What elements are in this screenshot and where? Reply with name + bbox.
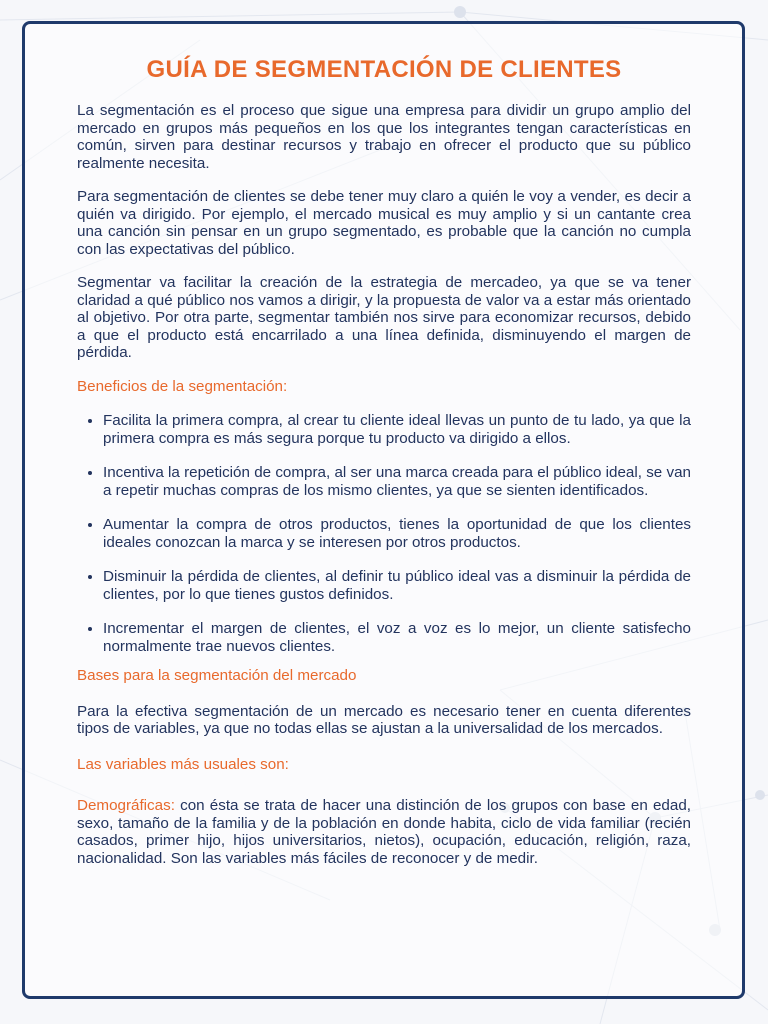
intro-paragraph-1: La segmentación es el proceso que sigue una empresa para dividir un grupo amplio del mercado en grupos más pequeños en los que los integrantes tengan características en común, sirven para destinar recursos y trabajo en ofrecer el producto que su público realmente necesita. — [77, 102, 691, 172]
demographic-paragraph — [77, 797, 691, 867]
benefits-heading: Beneficios de la segmentación: — [77, 377, 288, 395]
document-body — [77, 56, 691, 867]
benefit-item: • Aumentar la compra de otros productos, tienes la oportunidad de que los clientes ideales conozcan la marca y se interesen por otros productos. — [103, 516, 691, 551]
bases-heading: Bases para la segmentación del mercado — [77, 667, 357, 684]
variables-heading: Las variables más usuales son: — [77, 755, 289, 773]
benefit-item: • Incentiva la repetición de compra, al ser una marca creada para el público ideal, se van a repetir muchas compras de los mismo clientes, ya que se sienten identificados. — [103, 464, 691, 499]
document-title: GUÍA DE SEGMENTACIÓN DE CLIENTES — [146, 56, 622, 83]
benefits-list — [77, 412, 691, 655]
intro-paragraph-3: Segmentar va facilitar la creación de la estrategia de mercadeo, ya que se va tener claridad a qué público nos vamos a dirigir, y la propuesta de valor va a estar más orientado al objetivo. Por otra parte, segmentar también nos sirve para economizar recursos, debido a que el producto está encarrilado a una línea definida, disminuyendo el margen de pérdida. — [77, 274, 691, 361]
intro-paragraph-2: Para segmentación de clientes se debe tener muy claro a quién le voy a vender, es decir a quién va dirigido. Por ejemplo, el mercado musical es muy amplio y si un cantante crea una canción sin pensar en un grupo segmentado, es probable que la canción no cumpla con las expectativas del público. — [77, 188, 691, 258]
bases-paragraph: Para la efectiva segmentación de un mercado es necesario tener en cuenta diferentes tipos de variables, ya que no todas ellas se ajustan a la universalidad de los mercados. — [77, 702, 691, 737]
benefit-item: • Incrementar el margen de clientes, el voz a voz es lo mejor, un cliente satisfecho normalmente trae nuevos clientes. — [103, 620, 691, 655]
benefit-item: • Facilita la primera compra, al crear tu cliente ideal llevas un punto de tu lado, ya que la primera compra es más segura porque tu producto va dirigido a ellos. — [103, 412, 691, 447]
demographic-text: con ésta se trata de hacer una distinción de los grupos con base en edad, sexo, tamaño de la familia y de la población en donde habita, ciclo de vida familiar (recién casados, primer hijo, hijos universitarios, nietos), ocupación, educación, religión, raza, nacionalidad. Son las variables más fáciles de reconocer y de medir. — [77, 797, 691, 867]
benefit-item: • Disminuir la pérdida de clientes, al definir tu público ideal vas a disminuir la pérdida de clientes, por lo que tienes gustos definidos. — [103, 568, 691, 603]
demographic-label: Demográficas: — [77, 797, 175, 814]
